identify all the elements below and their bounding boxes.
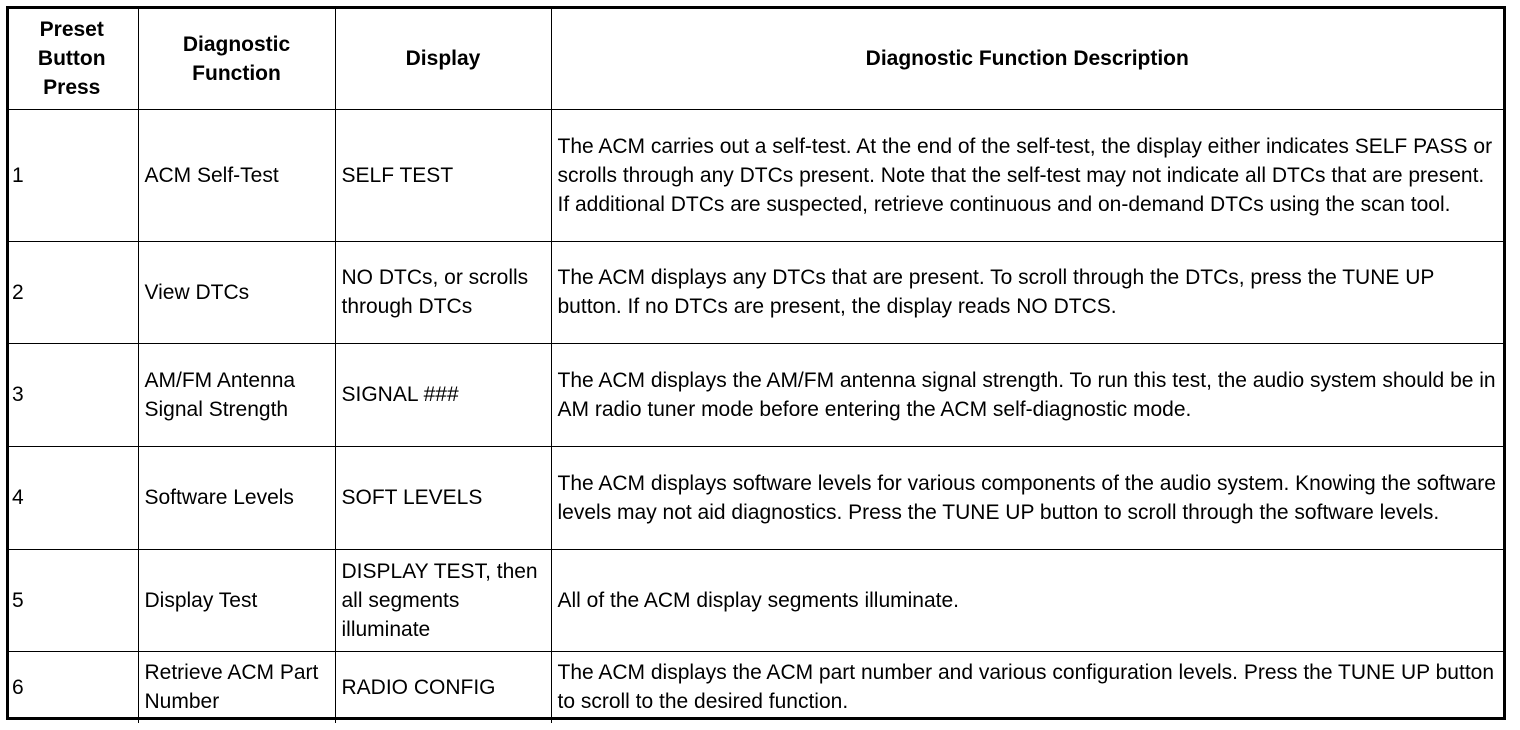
- cell-press: 3: [9, 343, 138, 446]
- cell-description: The ACM displays the ACM part number and various configuration levels. Press the TUNE UP button to scroll to the desired function.: [551, 651, 1503, 723]
- cell-display: SELF TEST: [335, 109, 551, 241]
- cell-description: All of the ACM display segments illuminate.: [551, 549, 1503, 651]
- diagnostic-table-frame: [6, 6, 1506, 720]
- cell-press: 4: [9, 446, 138, 549]
- table-row: [9, 343, 1503, 446]
- cell-display: DISPLAY TEST, then all segments illuminate: [335, 549, 551, 651]
- cell-display: NO DTCs, or scrolls through DTCs: [335, 241, 551, 343]
- cell-press: 2: [9, 241, 138, 343]
- header-display: Display: [335, 9, 551, 109]
- cell-press: 1: [9, 109, 138, 241]
- table-row: [9, 549, 1503, 651]
- header-description: Diagnostic Function Description: [551, 9, 1503, 109]
- table-header-row: [9, 9, 1503, 109]
- header-preset-button-press: Preset Button Press: [9, 9, 138, 109]
- cell-press: 5: [9, 549, 138, 651]
- cell-press: 6: [9, 651, 138, 723]
- cell-display: SIGNAL ###: [335, 343, 551, 446]
- cell-description: The ACM displays any DTCs that are present. To scroll through the DTCs, press the TUNE UP button. If no DTCs are present, the display reads NO DTCS.: [551, 241, 1503, 343]
- table-row: [9, 651, 1503, 723]
- header-diagnostic-function: Diagnostic Function: [138, 9, 335, 109]
- table-row: [9, 446, 1503, 549]
- cell-display: SOFT LEVELS: [335, 446, 551, 549]
- table-row: [9, 109, 1503, 241]
- cell-display: RADIO CONFIG: [335, 651, 551, 723]
- cell-function: AM/FM Antenna Signal Strength: [138, 343, 335, 446]
- cell-function: ACM Self-Test: [138, 109, 335, 241]
- cell-description: The ACM carries out a self-test. At the end of the self-test, the display either indicates SELF PASS or scrolls through any DTCs present. Note that the self-test may not indicate all DTCs that are present. If additional DTCs are suspected, retrieve continuous and on-demand DTCs using the scan tool.: [551, 109, 1503, 241]
- cell-function: Software Levels: [138, 446, 335, 549]
- cell-function: Display Test: [138, 549, 335, 651]
- cell-function: View DTCs: [138, 241, 335, 343]
- table-row: [9, 241, 1503, 343]
- cell-description: The ACM displays the AM/FM antenna signal strength. To run this test, the audio system should be in AM radio tuner mode before entering the ACM self-diagnostic mode.: [551, 343, 1503, 446]
- cell-description: The ACM displays software levels for various components of the audio system. Knowing the software levels may not aid diagnostics. Press the TUNE UP button to scroll through the software levels.: [551, 446, 1503, 549]
- cell-function: Retrieve ACM Part Number: [138, 651, 335, 723]
- diagnostic-functions-table: [9, 9, 1503, 723]
